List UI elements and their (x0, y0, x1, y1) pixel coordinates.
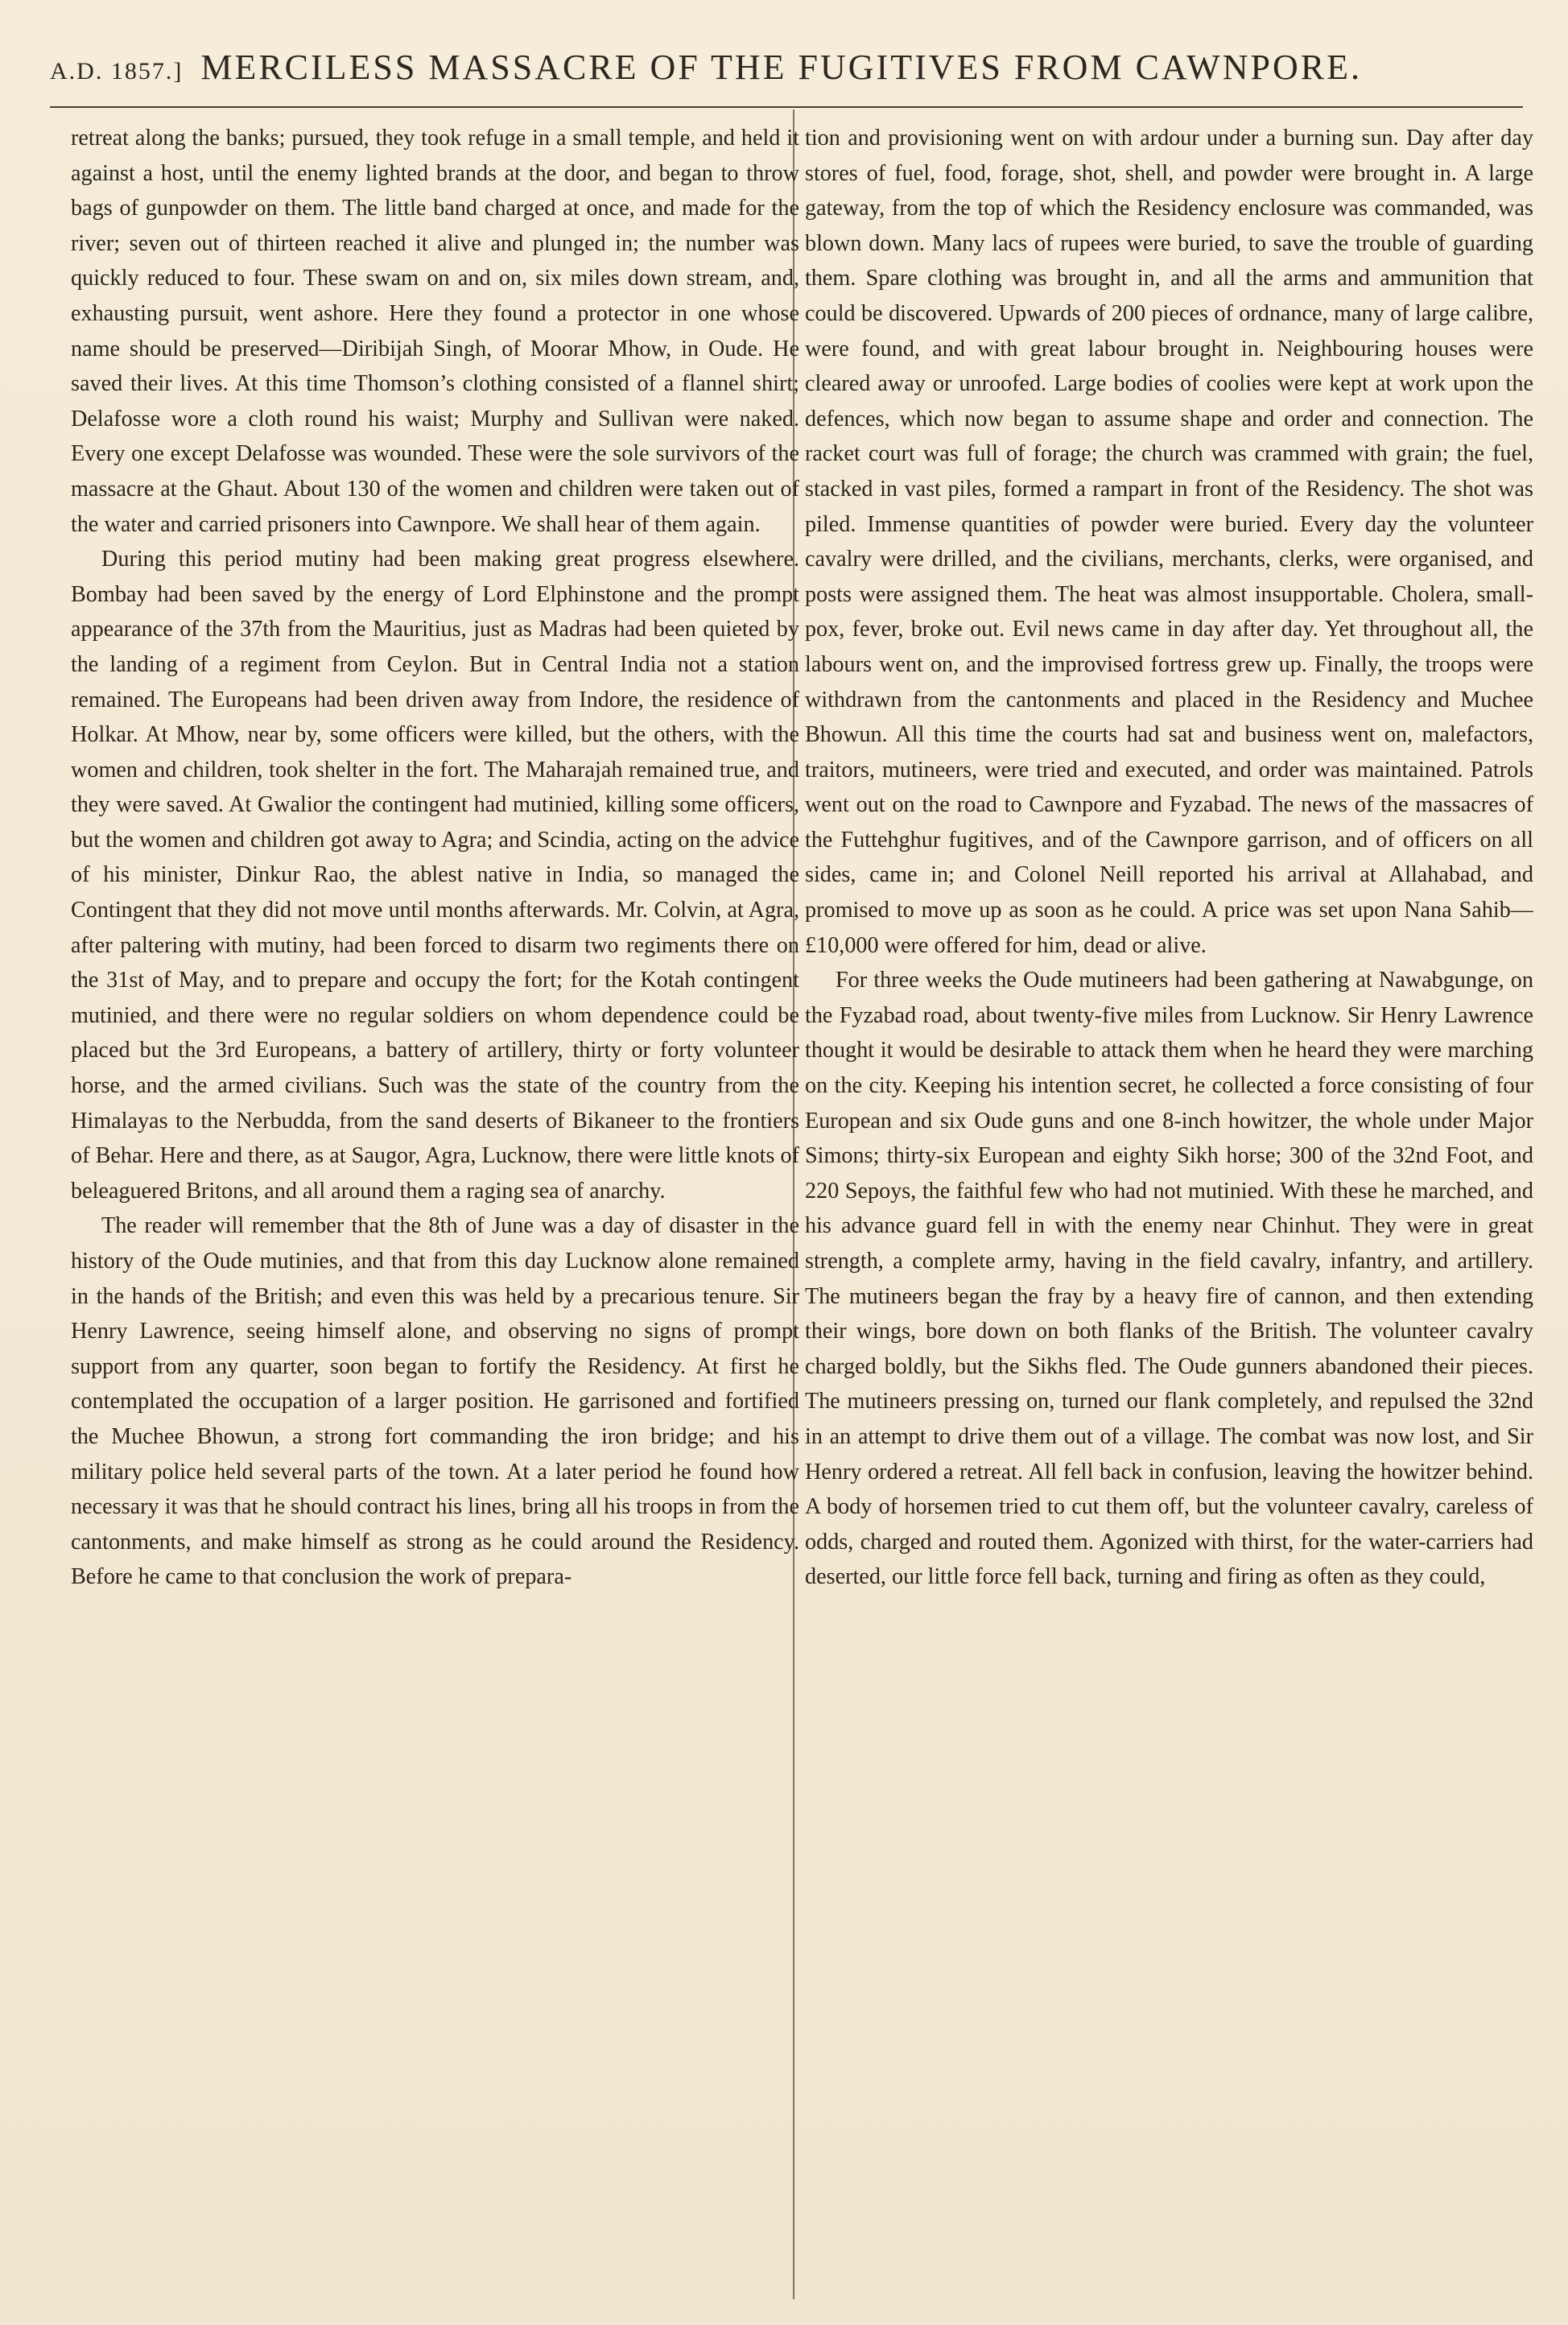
paragraph: During this period mutiny had been making great progress elsewhere. Bombay had been saved by the energy of Lord Elphinstone and the prompt appearance of the 37th from the Mauritius, just as Madras had been quieted by the landing of a regiment from Ceylon. But in Central India not a station remained. The Europeans had been driven away from Indore, the residence of Holkar. At Mhow, near by, some officers were killed, but the others, with the women and children, took shelter in the fort. The Maharajah remained true, and they were saved. At Gwalior the contingent had mutinied, killing some officers, but the women and children got away to Agra; and Scindia, acting on the advice of his minister, Dinkur Rao, the ablest native in India, so managed the Contingent that they did not move until months afterwards. Mr. Colvin, at Agra, after paltering with mutiny, had been forced to disarm two regiments there on the 31st of May, and to prepare and occupy the fort; for the Kotah contingent mutinied, and there were no regular soldiers on whom dependence could be placed but the 3rd Europeans, a battery of artillery, thirty or forty volunteer horse, and the armed civilians. Such was the state of the country from the Himalayas to the Nerbudda, from the sand deserts of Bikaneer to the frontiers of Behar. Here and there, as at Saugor, Agra, Lucknow, there were little knots of beleaguered Britons, and all around them a raging sea of anarchy. (71, 547, 799, 1204)
left-column (71, 121, 799, 2294)
header-title: MERCILESS MASSACRE OF THE FUGITIVES FROM CAWNPORE. (200, 47, 1362, 87)
paragraph: tion and provisioning went on with ardour under a burning sun. Day after day stores of fuel, food, forage, shot, shell, and powder were brought in. A large gateway, from the top of which the Residency enclosure was commanded, was blown down. Many lacs of rupees were buried, to save the trouble of guarding them. Spare clothing was brought in, and all the arms and ammunition that could be discovered. Upwards of 200 pieces of ordnance, many of large calibre, were found, and with great labour brought in. Neighbouring houses were cleared away or unroofed. Large bodies of coolies were kept at work upon the defences, which now began to assume shape and order and connection. The racket court was full of forage; the church was crammed with grain; the fuel, stacked in vast piles, formed a rampart in front of the Residency. The shot was piled. Immense quantities of powder were buried. Every day the volunteer cavalry were drilled, and the civilians, merchants, clerks, were organised, and posts were assigned them. The heat was almost insupportable. Cholera, small-pox, fever, broke out. Evil news came in day after day. Yet throughout all, the labours went on, and the improvised fortress grew up. Finally, the troops were withdrawn from the cantonments and placed in the Residency and Muchee Bhowun. All this time the courts had sat and business went on, malefactors, traitors, mutineers, were tried and executed, and order was maintained. Patrols went out on the road to Cawnpore and Fyzabad. The news of the massacres of the Futtehghur fugitives, and of the Cawnpore garrison, and of officers on all sides, came in; and Colonel Neill reported his arrival at Allahabad, and promised to move up as soon as he could. A price was set upon Nana Sahib—£10,000 were offered for him, dead or alive. (805, 126, 1533, 958)
paragraph: The reader will remember that the 8th of June was a day of disaster in the history of the Oude mutinies, and that from this day Lucknow alone remained in the hands of the British; and even this was held by a precarious tenure. Sir Henry Lawrence, seeing himself alone, and observing no signs of prompt support from any quarter, soon began to fortify the Residency. At first he contemplated the occupation of a larger position. He garrisoned and fortified the Muchee Bhowun, a strong fort commanding the iron bridge; and his military police held several parts of the town. At a later period he found how necessary it was that he should contract his lines, bring all his troops in from the cantonments, and make himself as strong as he could around the Residency. Before he came to that conclusion the work of prepara- (71, 1213, 799, 1590)
paragraph: For three weeks the Oude mutineers had been gathering at Nawabgunge, on the Fyzabad road, about twenty-five miles from Lucknow. Sir Henry Lawrence thought it would be desirable to attack them when he heard they were marching on the city. Keeping his intention secret, he collected a force consisting of four European and six Oude guns and one 8-inch howitzer, the whole under Major Simons; thirty-six European and eighty Sikh horse; 300 of the 32nd Foot, and 220 Sepoys, the faithful few who had not mutinied. With these he marched, and his advance guard fell in with the enemy near Chinhut. They were in great strength, a complete army, having in the field cavalry, infantry, and artillery. The mutineers began the fray by a heavy fire of cannon, and then extending their wings, bore down on both flanks of the British. The volunteer cavalry charged boldly, but the Sikhs fled. The Oude gunners abandoned their pieces. The mutineers pressing on, turned our flank completely, and repulsed the 32nd in an attempt to drive them out of a village. The combat was now lost, and Sir Henry ordered a retreat. All fell back in confusion, leaving the howitzer behind. A body of horsemen tried to cut them off, but the volunteer cavalry, careless of odds, charged and routed them. Agonized with thirst, for the water-carriers had deserted, our little force fell back, turning and firing as often as they could, (805, 968, 1533, 1590)
running-header (50, 47, 1523, 103)
header-rule (50, 106, 1523, 108)
header-date: A.D. 1857.] (50, 58, 184, 85)
right-column (805, 121, 1533, 2294)
paragraph: retreat along the banks; pursued, they took refuge in a small temple, and held it against a host, until the enemy lighted brands at the door, and began to throw bags of gunpowder on them. The little band charged at once, and made for the river; seven out of thirteen reached it alive and plunged in; the number was quickly reduced to four. These swam on and on, six miles down stream, and, exhausting pursuit, went ashore. Here they found a protector in one whose name should be preserved—Diribijah Singh, of Moorar Mhow, in Oude. He saved their lives. At this time Thomson’s clothing consisted of a flannel shirt; Delafosse wore a cloth round his waist; Murphy and Sullivan were naked. Every one except Delafosse was wounded. These were the sole survivors of the massacre at the Ghaut. About 130 of the women and children were taken out of the water and carried prisoners into Cawnpore. We shall hear of them again. (71, 126, 799, 537)
